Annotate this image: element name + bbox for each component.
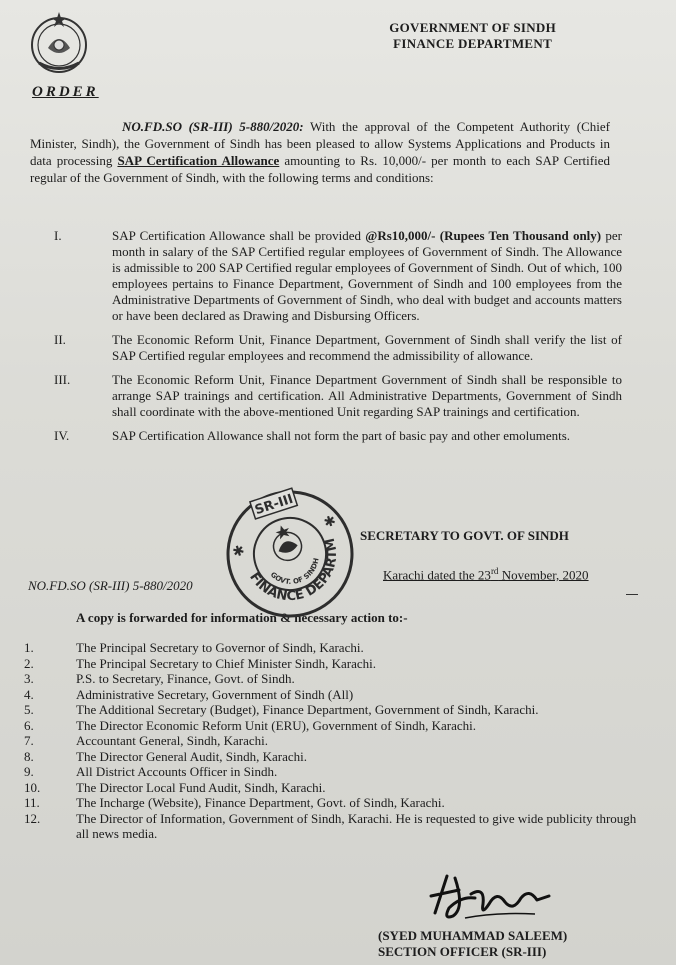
signatory-name: (SYED MUHAMMAD SALEEM)	[378, 928, 568, 943]
list-number: 9.	[24, 764, 34, 779]
term-text: The Economic Reform Unit, Finance Department Government of Sindh shall be responsible to arrange SAP trainings and certification. All Administrative Departments, Government of Sindh shall coordinate with the above-mentioned Unit regarding SAP trainings and certification.	[112, 372, 622, 419]
copy-forward-heading: A copy is forwarded for information & necessary action to:-	[76, 610, 408, 625]
list-item	[24, 640, 664, 656]
letterhead-department: FINANCE DEPARTMENT	[393, 36, 553, 51]
stamp-inner-text: GOVT. OF SINDH	[268, 557, 321, 586]
order-reference-number: NO.FD.SO (SR-III) 5-880/2020:	[122, 119, 304, 134]
list-number: 8.	[24, 748, 34, 764]
list-text: The Director of Information, Government of Sindh, Karachi. He is requested to give wide publicity through all news media.	[76, 810, 637, 841]
list-item	[24, 811, 664, 842]
term-item	[42, 428, 622, 444]
list-number: 7.	[24, 733, 34, 748]
stamp-ring-text: FINANCE DEPARTMENT	[246, 536, 341, 605]
term-item	[42, 332, 622, 364]
list-item	[24, 671, 664, 687]
intro-text-b: amounting to Rs. 10,000/- per month to each SAP Certified regular of the Government of Sindh, with the following terms and conditions:	[30, 153, 610, 185]
term-number: I.	[54, 228, 62, 243]
terms-list	[42, 228, 622, 452]
list-number: 3.	[24, 671, 34, 686]
dated-month-year: November, 2020	[498, 567, 589, 583]
svg-text:✱: ✱	[321, 512, 339, 532]
dated-line	[383, 566, 589, 583]
list-item	[24, 733, 664, 749]
list-number: 10.	[24, 779, 41, 795]
term-text-b: per month in salary of the SAP Certified regular employees of Government of Sindh. The Allowance is admissible to 200 SAP Certified regular employees of Government of Sindh. Out of which, 100 employees pertains to Finance Department, Government of Sindh and 100 employees from the Administrative Departments of Government of Sindh, who deal with budget and accounts matters or have been declared as Drawing and Disbursing Officers.	[112, 228, 622, 323]
term-text: SAP Certification Allowance shall not form the part of basic pay and other emoluments.	[112, 428, 571, 443]
list-text: The Director General Audit, Sindh, Karachi.	[76, 748, 308, 764]
letterhead	[389, 20, 556, 52]
signatory-title: SECTION OFFICER (SR-III)	[378, 944, 547, 959]
term-item	[42, 228, 622, 324]
list-text: The Incharge (Website), Finance Department, Govt. of Sindh, Karachi.	[76, 795, 445, 810]
order-heading: ORDER	[32, 84, 99, 100]
list-text: The Director Economic Reform Unit (ERU), Government of Sindh, Karachi.	[76, 717, 476, 733]
list-number: 4.	[24, 686, 34, 702]
list-text: Accountant General, Sindh, Karachi.	[76, 733, 269, 748]
sindh-government-emblem-icon	[24, 8, 94, 78]
list-text: All District Accounts Officer in Sindh.	[76, 764, 278, 779]
list-number: 11.	[24, 795, 40, 810]
dated-text: Karachi dated the 23	[383, 567, 491, 583]
list-item	[24, 749, 664, 765]
list-text: The Principal Secretary to Chief Minister Sindh, Karachi.	[76, 655, 377, 671]
handwritten-signature	[425, 868, 555, 928]
letterhead-government: GOVERNMENT OF SINDH	[389, 20, 556, 35]
order-intro-paragraph	[30, 118, 610, 186]
list-item	[24, 764, 664, 780]
svg-text:✱: ✱	[230, 542, 247, 562]
term-number: III.	[54, 372, 71, 387]
list-text: Administrative Secretary, Government of Sindh (All)	[76, 686, 354, 702]
list-number: 1.	[24, 640, 34, 655]
list-item	[24, 780, 664, 796]
divider	[626, 594, 638, 595]
term-item	[42, 372, 622, 420]
list-number: 2.	[24, 655, 34, 671]
list-number: 5.	[24, 702, 34, 717]
list-item	[24, 656, 664, 672]
list-text: P.S. to Secretary, Finance, Govt. of Sindh.	[76, 671, 295, 686]
term-text: The Economic Reform Unit, Finance Department, Government of Sindh shall verify the list of SAP Certified regular employees and recommend the admissibility of allowance.	[112, 332, 622, 363]
copy-recipients-list	[24, 640, 664, 842]
list-item	[24, 702, 664, 718]
finance-department-stamp	[220, 484, 360, 624]
term-number: IV.	[54, 428, 70, 443]
term-text-a: SAP Certification Allowance shall be provided	[112, 228, 366, 243]
list-text: The Principal Secretary to Governor of Sindh, Karachi.	[76, 640, 364, 655]
list-item	[24, 687, 664, 703]
signatory-block	[378, 928, 567, 960]
list-item	[24, 795, 664, 811]
term-amount: @Rs10,000/- (Rupees Ten Thousand only)	[365, 228, 602, 243]
allowance-name: SAP Certification Allowance	[117, 153, 280, 168]
list-number: 12.	[24, 810, 41, 826]
dated-suffix: rd	[490, 566, 499, 576]
list-text: The Director Local Fund Audit, Sindh, Karachi.	[76, 779, 326, 795]
stamp-section-label: SR-III	[253, 491, 296, 519]
intro-text-a: With the approval of the Competent Authority (Chief Minister, Sindh), the Government of Sindh has been pleased to allow Systems Applications and Products in data processing	[30, 119, 611, 168]
secretary-designation: SECRETARY TO GOVT. OF SINDH	[360, 528, 569, 543]
forward-reference-number: NO.FD.SO (SR-III) 5-880/2020	[28, 578, 193, 593]
term-number: II.	[54, 332, 66, 347]
list-text: The Additional Secretary (Budget), Finance Department, Government of Sindh, Karachi.	[76, 702, 539, 717]
list-number: 6.	[24, 717, 34, 733]
term-text	[112, 228, 622, 324]
list-item	[24, 718, 664, 734]
